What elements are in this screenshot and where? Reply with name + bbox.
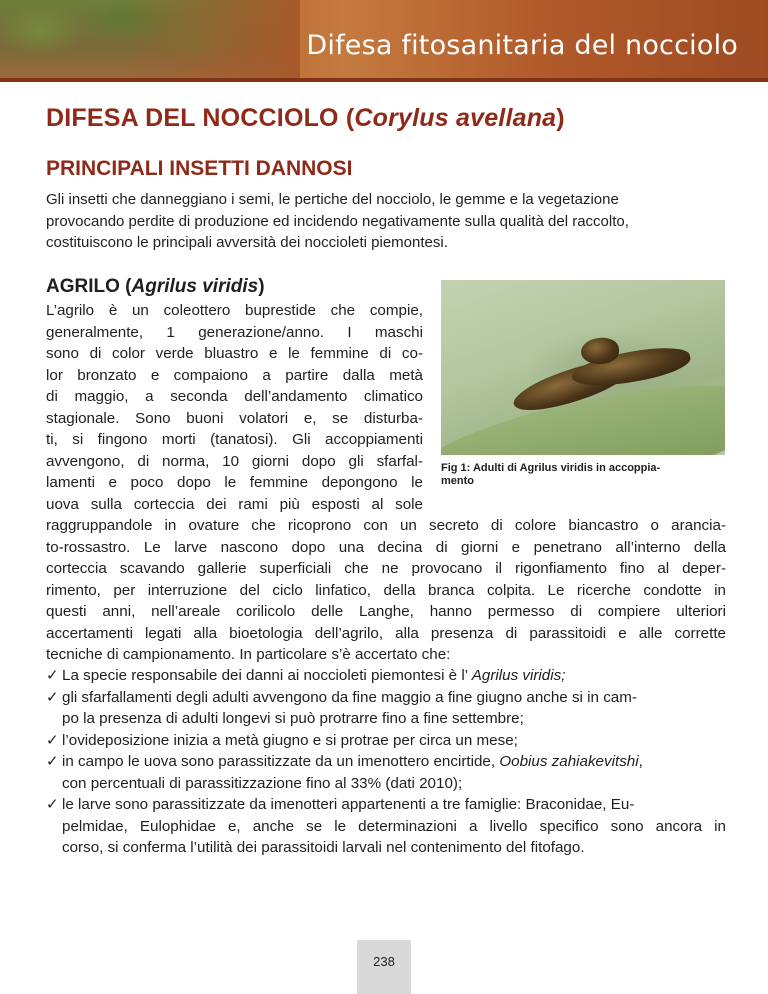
page-number: 238 <box>373 954 395 969</box>
text-line: generalmente, 1 generazione/anno. I maschi <box>46 323 423 341</box>
checkmark-icon: ✓ <box>46 667 59 684</box>
text-line: costituiscono le principali avversità dei noccioleti piemontesi. <box>46 234 448 251</box>
page-number-box <box>357 940 411 994</box>
header-rule <box>0 78 768 82</box>
figure-agrilus-photo <box>441 280 725 455</box>
text-line: accertamenti legati alla bioetologia dell’agrilo, alla presenza di parassitoidi e alle corrette <box>46 624 726 642</box>
text-line: raggruppandole in ovature che ricoprono con un secreto di colore biancastro o arancia- <box>46 517 726 534</box>
text-line: provocando perdite di produzione ed incidendo negativamente sulla qualità del raccolto, <box>46 212 629 230</box>
bullet-item: ✓ gli sfarfallamenti degli adulti avvengono da fine maggio a fine giugno anche si in cam- <box>46 687 726 709</box>
bullet-continuation: con percentuali di parassitizzazione fino al 33% (dati 2010); <box>62 774 463 792</box>
text-line: Gli insetti che danneggiano i semi, le pertiche del nocciolo, le gemme e la vegetazione <box>46 191 619 208</box>
text-line: questi anni, nell’areale corilicolo delle Langhe, hanno permesso di compiere ulteriori <box>46 603 726 620</box>
text-line: di maggio, a seconda dell’andamento climatico <box>46 388 423 405</box>
text-line: uova sulla corteccia dei rami più esposti al sole <box>46 495 423 513</box>
text-line: tecniche di campionamento. In particolare s’è accertato che: <box>46 646 451 663</box>
text-line: lamenti e poco dopo le femmine depongono le <box>46 474 423 491</box>
header-hazelnut-orchard-photo <box>0 0 300 78</box>
agrilo-narrow-paragraph <box>46 300 423 515</box>
checkmark-icon: ✓ <box>46 753 59 770</box>
bullet-continuation: corso, si conferma l’utilità dei parassitoidi larvali nel contenimento del fitofago. <box>62 839 585 856</box>
page-header <box>0 0 768 78</box>
text-line: avvengono, di norma, 10 giorni dopo gli sfarfal- <box>46 452 423 470</box>
bullet-continuation: po la presenza di adulti longevi si può protrarre fino a fine settembre; <box>62 710 524 727</box>
section-heading-agrilo: AGRILO (Agrilus viridis) <box>46 276 265 297</box>
bullet-item: ✓ l’ovideposizione inizia a metà giugno e si protrae per circa un mese; <box>46 730 726 752</box>
text-line: to-rossastro. Le larve nascono dopo una decina di giorni e penetrano all’interno della <box>46 538 726 556</box>
agrilo-wide-paragraph <box>46 515 726 666</box>
text-line: sono di color verde bluastro e le femmine di co- <box>46 345 423 362</box>
main-title: DIFESA DEL NOCCIOLO (Corylus avellana) <box>46 104 565 132</box>
checkmark-icon: ✓ <box>46 688 59 706</box>
bullet-item: ✓ in campo le uova sono parassitizzate da un imenottero encirtide, Oobius zahiakevitshi, <box>46 751 726 773</box>
bullet-item: ✓ le larve sono parassitizzate da imenotteri appartenenti a tre famiglie: Braconidae, Eu- <box>46 794 726 816</box>
checkmark-icon: ✓ <box>46 731 59 749</box>
section-heading-insects: PRINCIPALI INSETTI DANNOSI <box>46 157 353 180</box>
bullet-item: ✓ La specie responsabile dei danni ai noccioleti piemontesi è l’ Agrilus viridis; <box>46 665 726 687</box>
checkmark-icon: ✓ <box>46 796 59 813</box>
header-title: Difesa fitosanitaria del nocciolo <box>306 30 738 61</box>
text-line: L’agrilo è un coleottero buprestide che compie, <box>46 302 423 319</box>
bullet-continuation: pelmidae, Eulophidae e, anche se le determinazioni a livello specifico sono ancora in <box>62 817 726 835</box>
text-line: ti, si fingono morti (tanatosi). Gli accoppiamenti <box>46 431 423 448</box>
insects-intro-paragraph <box>46 189 726 254</box>
text-line: stagionale. Sono buoni volatori e, se disturba- <box>46 409 423 427</box>
text-line: corteccia scavando gallerie superficiali che ne provocano il rigonfiamento fino al deper- <box>46 560 726 577</box>
agrilo-bullet-list <box>46 665 726 859</box>
text-line: lor bronzato e compaiono a partire dalla metà <box>46 366 423 384</box>
figure-caption: Fig 1: Adulti di Agrilus viridis in accoppia- mento <box>441 462 661 487</box>
text-line: rimento, per interruzione del ciclo linfatico, della branca colpita. Le ricerche condotte in <box>46 581 726 599</box>
